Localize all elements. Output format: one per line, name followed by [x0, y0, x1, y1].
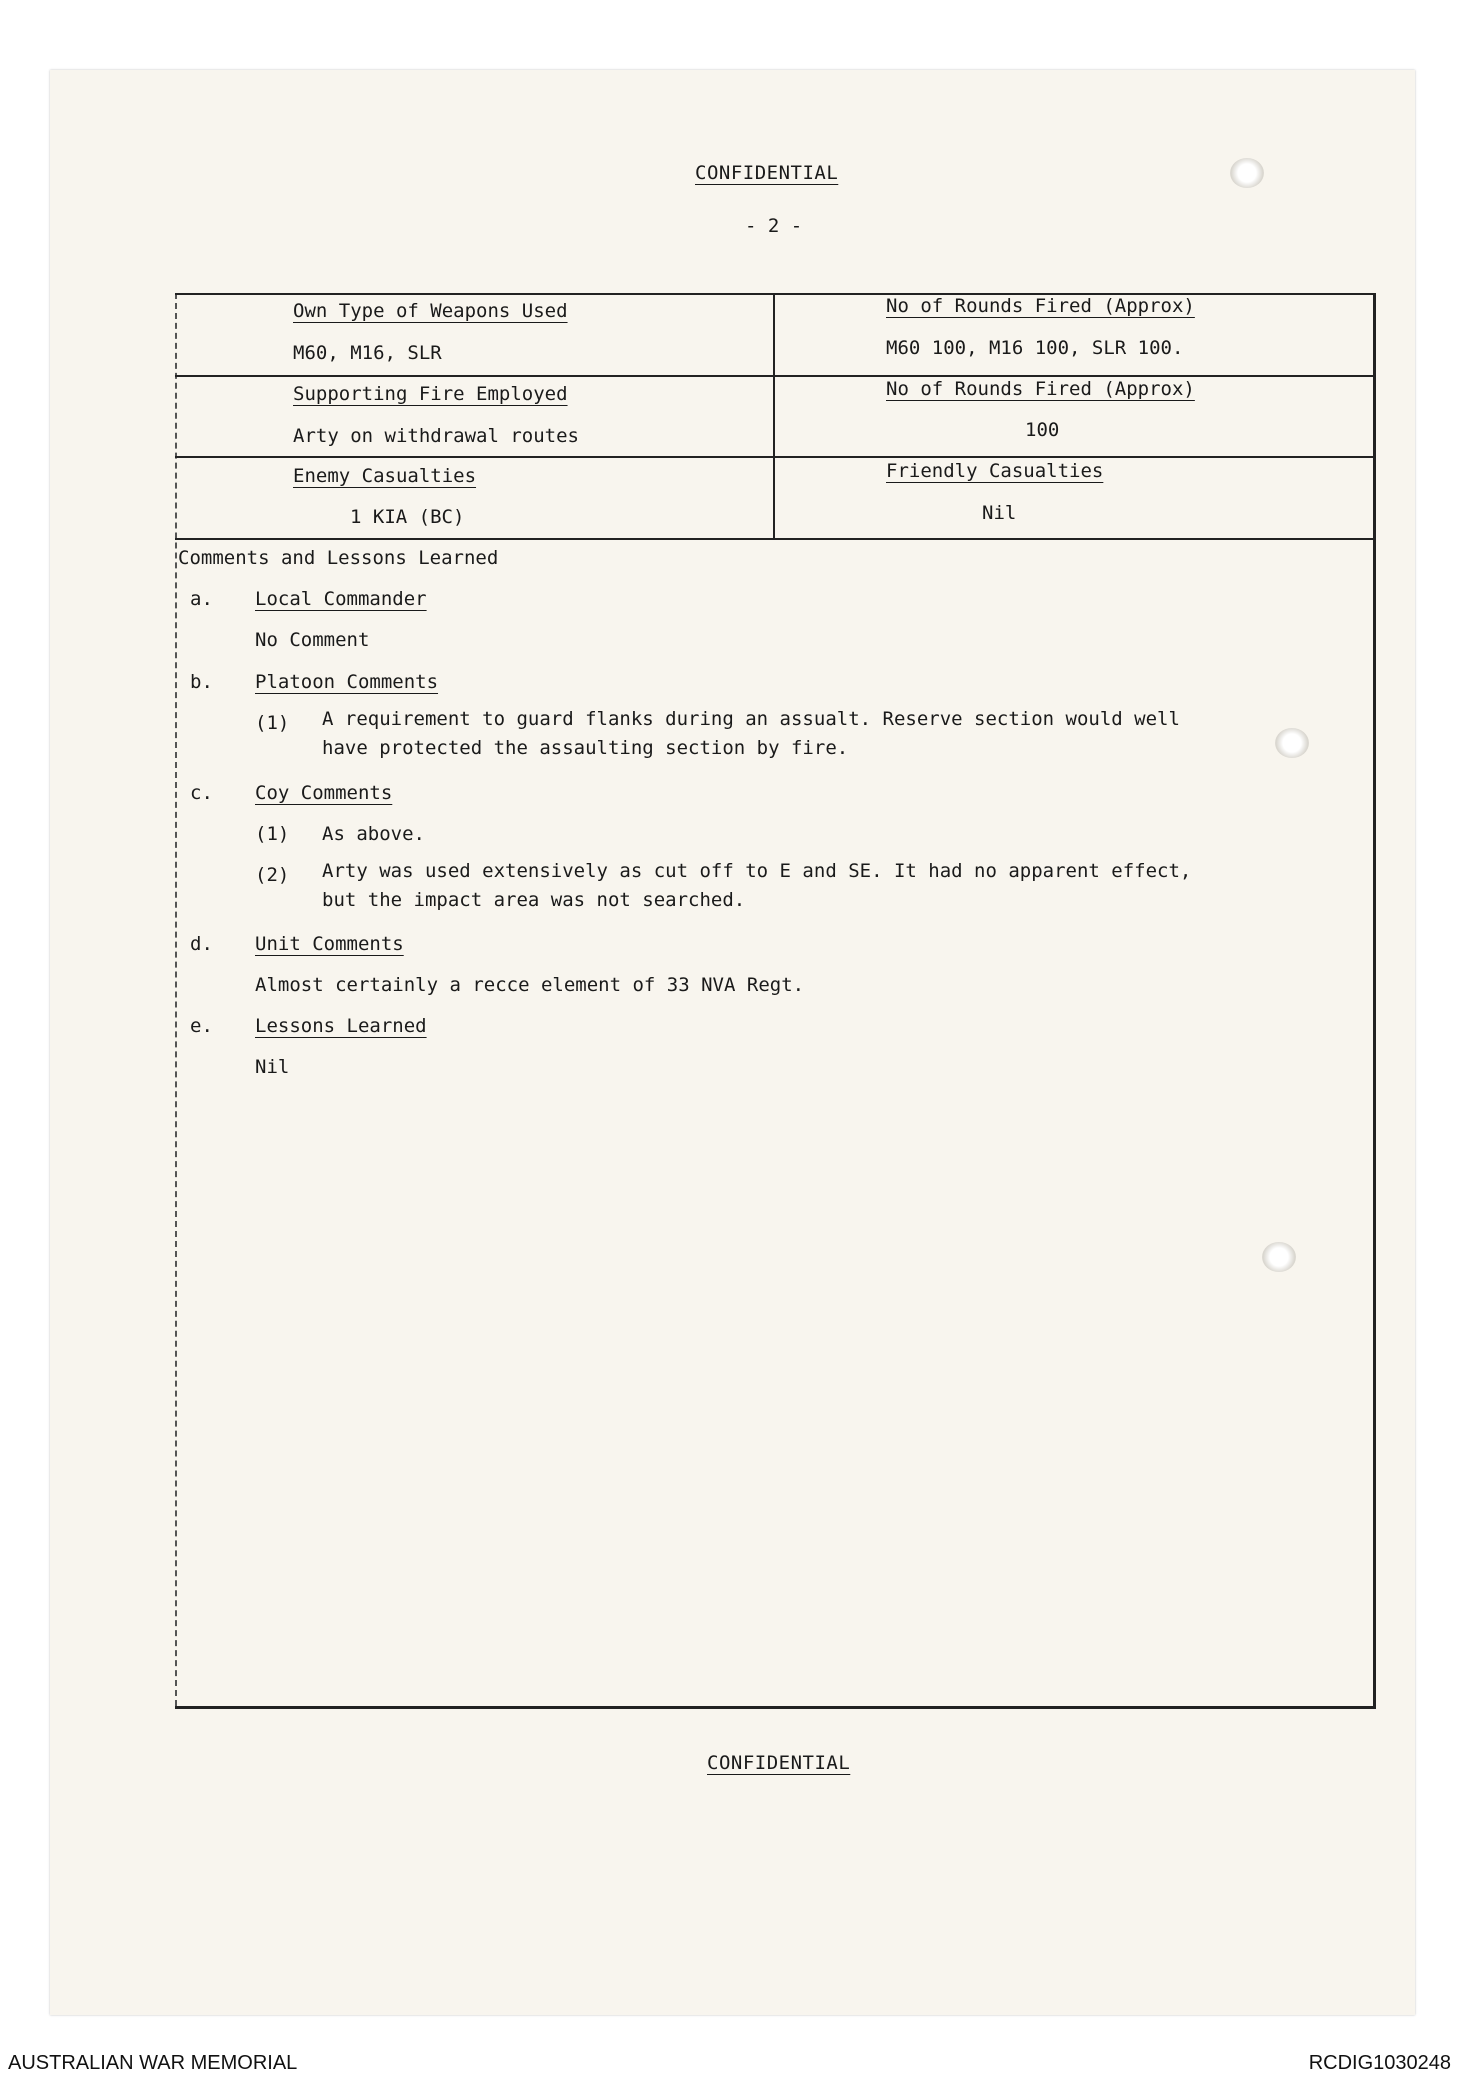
item-e-marker: e. [190, 1015, 213, 1037]
own-weapons-label: Own Type of Weapons Used [293, 300, 568, 322]
coy-comments-title: Coy Comments [255, 782, 393, 804]
item-c-marker: c. [190, 782, 213, 804]
coy-comment-number: (2) [255, 864, 290, 886]
table-row-rule [175, 538, 1373, 540]
archive-credit: AUSTRALIAN WAR MEMORIAL [8, 2052, 298, 2074]
archive-reference: RCDIG1030248 [1308, 2052, 1451, 2074]
support-fire-value: Arty on withdrawal routes [293, 425, 579, 447]
own-rounds-label: No of Rounds Fired (Approx) [886, 295, 1195, 317]
enemy-casualties-label: Enemy Casualties [293, 465, 477, 487]
friendly-casualties-label: Friendly Casualties [886, 460, 1104, 482]
platoon-comment-line: have protected the assaulting section by fire. [322, 737, 849, 759]
table-left-edge [175, 293, 177, 1706]
local-commander-title: Local Commander [255, 588, 427, 610]
coy-comment-text: As above. [322, 823, 425, 845]
platoon-comments-title: Platoon Comments [255, 671, 439, 693]
own-rounds-value: M60 100, M16 100, SLR 100. [886, 337, 1184, 359]
classification-header: CONFIDENTIAL [695, 162, 839, 184]
lessons-learned-text: Nil [255, 1056, 290, 1078]
enemy-casualties-value: 1 KIA (BC) [350, 506, 465, 528]
coy-comment-line: Arty was used extensively as cut off to E and SE. It had no apparent effect, [322, 860, 1192, 882]
support-rounds-label: No of Rounds Fired (Approx) [886, 378, 1195, 400]
local-commander-text: No Comment [255, 629, 370, 651]
punch-hole [1230, 158, 1264, 188]
comments-heading: Comments and Lessons Learned [178, 547, 499, 569]
unit-comments-title: Unit Comments [255, 933, 404, 955]
page-number: - 2 - [745, 215, 803, 237]
coy-comment-line: but the impact area was not searched. [322, 889, 746, 911]
support-fire-label: Supporting Fire Employed [293, 383, 568, 405]
lessons-learned-title: Lessons Learned [255, 1015, 427, 1037]
own-weapons-value: M60, M16, SLR [293, 342, 442, 364]
unit-comments-text: Almost certainly a recce element of 33 NVA Regt. [255, 974, 805, 996]
friendly-casualties-value: Nil [982, 502, 1017, 524]
support-rounds-value: 100 [1025, 419, 1060, 441]
coy-comment-number: (1) [255, 823, 290, 845]
classification-footer: CONFIDENTIAL [707, 1752, 851, 1774]
item-a-marker: a. [190, 588, 213, 610]
item-d-marker: d. [190, 933, 213, 955]
platoon-comment-line: A requirement to guard flanks during an assualt. Reserve section would well [322, 708, 1180, 730]
table-column-divider [773, 293, 775, 538]
platoon-comment-number: (1) [255, 712, 290, 734]
item-b-marker: b. [190, 671, 213, 693]
